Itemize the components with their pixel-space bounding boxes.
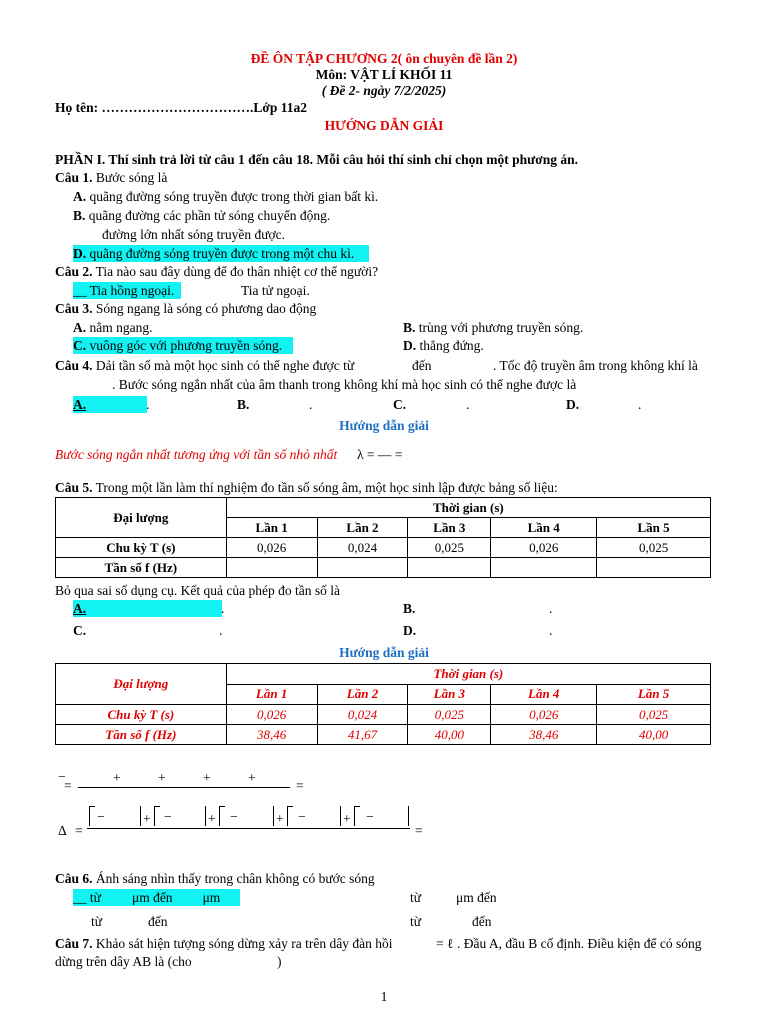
table-cell: 0,026 <box>491 705 597 725</box>
option-label: A. <box>73 397 87 412</box>
question-label: Câu 2. <box>55 264 93 279</box>
q4-option-d: D. <box>566 397 580 412</box>
table-cell: 41,67 <box>317 725 408 745</box>
q4-solution-text: Bước sóng ngắn nhất tương ứng với tần số nhỏ nhất <box>55 447 338 462</box>
table-cell <box>491 558 597 578</box>
q4-option-b: B. <box>237 397 250 412</box>
table-header-run: Lần 3 <box>408 518 491 538</box>
q5-guide-heading: Hướng dẫn giải <box>339 645 429 660</box>
table-header-run: Lần 4 <box>491 684 597 705</box>
q4-option-b-dot: . <box>309 397 313 412</box>
q6-option-b-from: từ <box>410 890 422 905</box>
row-label-period: Chu kỳ T (s) <box>56 705 227 725</box>
q4-option-a-dot: . <box>146 397 150 412</box>
abs-bar <box>205 806 206 826</box>
table-cell: 0,024 <box>317 538 408 558</box>
question-stem: Sóng ngang là sóng có phương dao động <box>92 301 317 316</box>
minus-sign: − <box>97 809 105 824</box>
question-label: Câu 7. <box>55 936 93 951</box>
table-row <box>56 538 711 558</box>
q5-data-table <box>55 497 711 578</box>
q5-option-c: C. <box>73 623 87 638</box>
table-cell: 0,025 <box>408 705 491 725</box>
abs-bar <box>287 806 288 826</box>
question-stem: Dải tần số mà một học sinh có thể nghe được từ <box>92 358 355 373</box>
question-label: Câu 5. <box>55 480 93 495</box>
q5-note: Bỏ qua sai số dụng cụ. Kết quả của phép đo tần số là <box>55 583 340 598</box>
q7-stem-line2: dừng trên dây AB là (cho <box>55 954 192 969</box>
q6-option-a-answer <box>73 889 240 906</box>
question-label: Câu 3. <box>55 301 93 316</box>
option-text: __ từ <box>73 890 101 905</box>
q5-option-b-dot: . <box>549 601 553 616</box>
q1-option-a <box>73 188 378 205</box>
q1-option-c: đường lớn nhất sóng truyền được. <box>102 227 286 242</box>
fraction-line <box>87 828 410 829</box>
option-label: B. <box>403 320 416 335</box>
fraction-line <box>78 787 290 788</box>
row-label-frequency: Tần số f (Hz) <box>56 558 227 578</box>
q1-option-b <box>73 207 330 224</box>
overline <box>89 806 95 807</box>
table-cell: 0,024 <box>317 705 408 725</box>
question-7 <box>55 935 392 952</box>
question-6 <box>55 870 375 887</box>
overline <box>287 806 293 807</box>
plus-sign: + <box>203 770 211 785</box>
abs-bar <box>354 806 355 826</box>
table-cell: 0,026 <box>226 538 317 558</box>
mean-symbol: − <box>58 769 66 784</box>
table-row <box>56 725 711 745</box>
question-label: Câu 1. <box>55 170 93 185</box>
q4-stem-speed: . Tốc độ truyền âm trong không khí là <box>493 358 698 373</box>
table-cell <box>597 558 711 578</box>
table-header-quantity: Đại lượng <box>56 664 227 705</box>
question-stem: Tia nào sau đây dùng để đo thân nhiệt cơ thể người? <box>92 264 379 279</box>
q4-stem-den: đến <box>412 358 432 373</box>
q5-option-d: D. <box>403 623 417 638</box>
q5-option-b: B. <box>403 601 416 616</box>
table-cell: 38,46 <box>226 725 317 745</box>
option-text: trùng với phương truyền sóng. <box>415 320 584 335</box>
table-header-run: Lần 2 <box>317 518 408 538</box>
plus-sign: + <box>208 811 216 826</box>
plus-sign: + <box>158 770 166 785</box>
overline <box>219 806 225 807</box>
table-cell: 0,026 <box>491 538 597 558</box>
table-header-run: Lần 1 <box>226 684 317 705</box>
minus-sign: − <box>164 809 172 824</box>
question-stem: Bước sóng là <box>92 170 168 185</box>
q4-solution-formula: λ = — = <box>357 447 403 462</box>
table-cell: 38,46 <box>491 725 597 745</box>
question-1 <box>55 169 167 186</box>
q3-option-a <box>73 319 153 336</box>
question-4 <box>55 357 354 374</box>
q6-option-b-mid: μm đến <box>456 890 497 905</box>
table-row <box>56 664 711 685</box>
table-cell: 40,00 <box>408 725 491 745</box>
table-header-run: Lần 4 <box>491 518 597 538</box>
q6-option-d-to: đến <box>472 914 492 929</box>
plus-sign: + <box>343 811 351 826</box>
plus-sign: + <box>248 770 256 785</box>
plus-sign: + <box>143 811 151 826</box>
question-stem: Ánh sáng nhìn thấy trong chân không có bước sóng <box>92 871 375 886</box>
option-label: D. <box>73 246 87 261</box>
question-stem: Trong một lần làm thí nghiệm đo tần số sóng âm, một học sinh lập được bảng số liệu: <box>92 480 558 495</box>
plus-sign: + <box>113 770 121 785</box>
q6-option-d-from: từ <box>410 914 422 929</box>
delta-symbol: Δ <box>58 823 67 838</box>
mean-result-equals: = <box>296 778 304 793</box>
q5-option-a-dot: . <box>221 601 225 616</box>
option-text: quãng đường các phần tử sóng chuyển động. <box>85 208 331 223</box>
table-cell: 40,00 <box>597 725 711 745</box>
option-text: nằm ngang. <box>86 320 153 335</box>
part-one-heading: PHẦN I. Thí sinh trả lời từ câu 1 đến câu 18. Mỗi câu hỏi thí sinh chỉ chọn một phương án. <box>55 152 578 167</box>
option-label: B. <box>73 208 86 223</box>
delta-result-equals: = <box>415 823 423 838</box>
plus-sign: + <box>276 811 284 826</box>
question-5 <box>55 479 558 496</box>
abs-bar <box>154 806 155 826</box>
q2-option-b: Tia tử ngoại. <box>241 283 310 298</box>
table-cell <box>408 558 491 578</box>
table-cell: 0,026 <box>226 705 317 725</box>
q4-guide-heading: Hướng dẫn giải <box>339 418 429 433</box>
q5-option-c-dot: . <box>219 623 223 638</box>
option-label: D. <box>403 338 417 353</box>
option-text: quãng đường sóng truyền được trong một chu kì. <box>86 246 355 261</box>
table-header-run: Lần 5 <box>597 518 711 538</box>
q4-stem-line2: . Bước sóng ngắn nhất của âm thanh trong không khí mà học sinh có thể nghe được là <box>112 377 577 392</box>
table-row <box>56 498 711 518</box>
abs-bar <box>219 806 220 826</box>
q4-option-a-answer <box>73 396 150 413</box>
exam-title: ĐỀ ÔN TẬP CHƯƠNG 2( ôn chuyên đề lần 2) <box>250 51 518 66</box>
table-header-time: Thời gian (s) <box>226 498 710 518</box>
q3-option-c-answer <box>73 337 293 354</box>
option-text: quãng đường sóng truyền được trong thời gian bất kì. <box>86 189 379 204</box>
question-3 <box>55 300 316 317</box>
option-label: A. <box>73 601 87 616</box>
table-cell <box>317 558 408 578</box>
q5-option-a-answer <box>73 600 225 617</box>
option-text: thẳng đứng. <box>416 338 484 353</box>
minus-sign: − <box>230 809 238 824</box>
q7-stem-part2: . Đầu A, đầu B cố định. Điều kiện để có sóng <box>457 936 702 951</box>
minus-sign: − <box>366 809 374 824</box>
q3-option-d <box>403 337 484 354</box>
table-header-time: Thời gian (s) <box>226 664 710 685</box>
option-text: μm <box>202 890 221 905</box>
mean-equals: = <box>64 778 72 793</box>
table-cell: 0,025 <box>408 538 491 558</box>
q6-option-c-from: từ <box>91 914 103 929</box>
option-text: vuông góc với phương truyền sóng. <box>86 338 283 353</box>
name-line: Họ tên: …………………………….Lớp 11a2 <box>55 100 307 115</box>
q7-stem-equation: = ℓ <box>436 936 454 951</box>
abs-bar <box>340 806 341 826</box>
table-header-run: Lần 2 <box>317 684 408 705</box>
option-label: A. <box>73 189 87 204</box>
exam-date: ( Đề 2- ngày 7/2/2025) <box>321 83 447 98</box>
exam-subject: Môn: VẬT LÍ KHỐI 11 <box>315 67 453 82</box>
abs-bar <box>408 806 409 826</box>
abs-bar <box>140 806 141 826</box>
row-label-frequency: Tần số f (Hz) <box>56 725 227 745</box>
table-cell: 0,025 <box>597 538 711 558</box>
q2-option-a-answer: __ Tia hồng ngoại. <box>73 282 181 299</box>
row-label-period: Chu kỳ T (s) <box>56 538 227 558</box>
table-cell: 0,025 <box>597 705 711 725</box>
q1-option-d-answer <box>73 245 369 262</box>
table-row <box>56 558 711 578</box>
abs-bar <box>273 806 274 826</box>
minus-sign: − <box>298 809 306 824</box>
table-header-quantity: Đại lượng <box>56 498 227 538</box>
table-cell <box>226 558 317 578</box>
q5-option-d-dot: . <box>549 623 553 638</box>
overline <box>154 806 160 807</box>
question-stem: Khảo sát hiện tượng sóng dừng xảy ra trên dây đàn hồi <box>92 936 393 951</box>
q4-option-d-dot: . <box>638 397 642 412</box>
abs-bar <box>89 806 90 826</box>
option-label: A. <box>73 320 87 335</box>
table-row <box>56 705 711 725</box>
q5-solution-table <box>55 663 711 745</box>
q6-option-c-to: đến <box>148 914 168 929</box>
table-header-run: Lần 1 <box>226 518 317 538</box>
table-header-run: Lần 5 <box>597 684 711 705</box>
q4-option-c: C. <box>393 397 407 412</box>
question-label: Câu 4. <box>55 358 93 373</box>
question-2 <box>55 263 378 280</box>
option-label: C. <box>73 338 87 353</box>
q3-option-b <box>403 319 583 336</box>
q4-option-c-dot: . <box>466 397 470 412</box>
question-label: Câu 6. <box>55 871 93 886</box>
table-header-run: Lần 3 <box>408 684 491 705</box>
option-text: μm đến <box>131 890 173 905</box>
guide-title: HƯỚNG DẪN GIẢI <box>324 118 444 133</box>
delta-equals: = <box>75 823 83 838</box>
page-number: 1 <box>380 989 388 1004</box>
q7-stem-end: ) <box>277 954 282 969</box>
overline <box>354 806 360 807</box>
